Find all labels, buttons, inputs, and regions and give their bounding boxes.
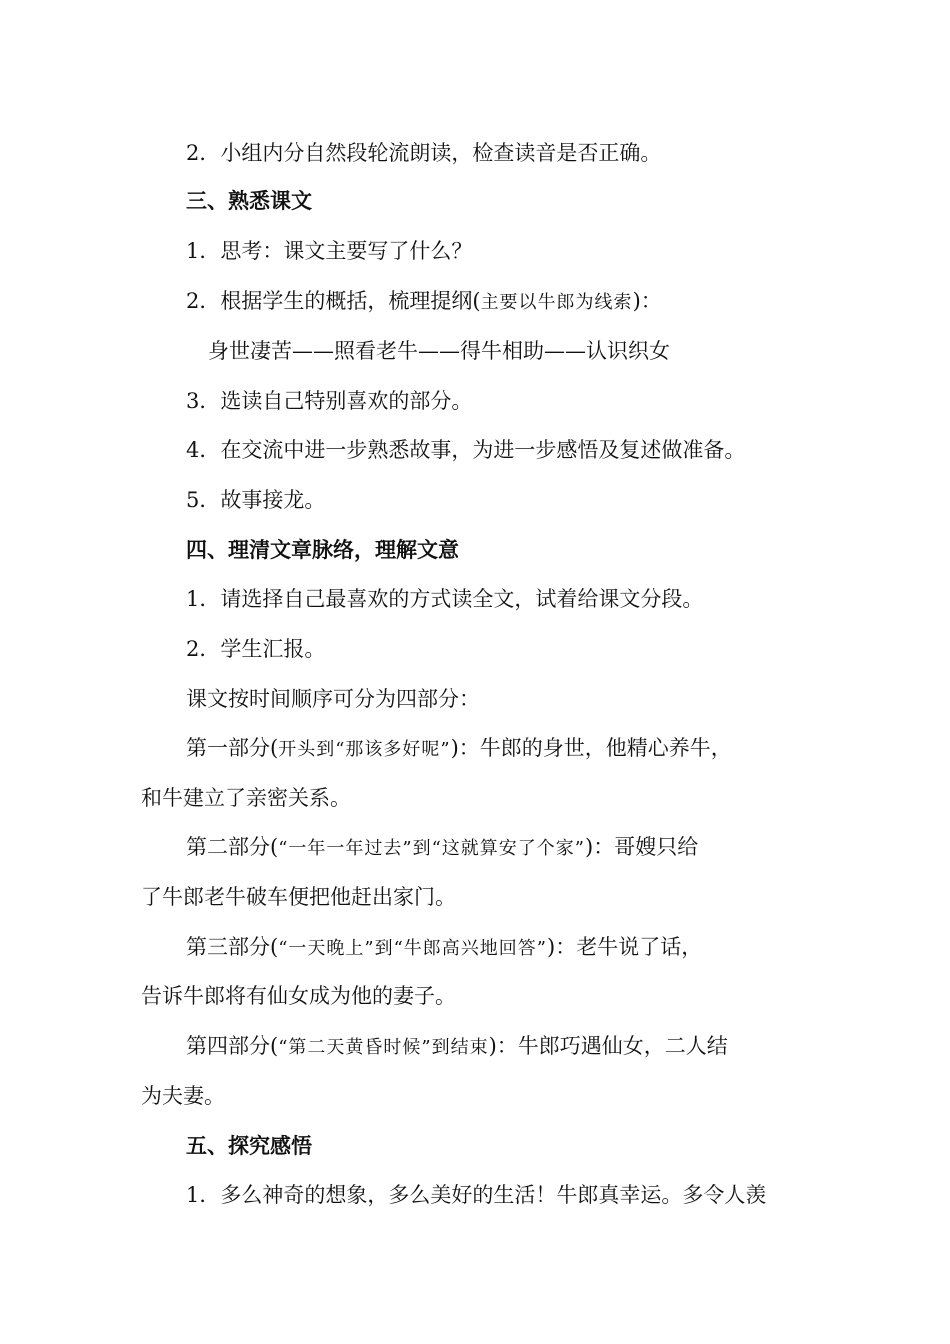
list-item: 2．学生汇报。 <box>186 637 326 661</box>
section-heading: 三、熟悉课文 <box>186 189 312 213</box>
text-run: )：老牛说了话， <box>547 935 703 959</box>
list-item: 3．选读自己特别喜欢的部分。 <box>186 389 473 413</box>
text-run: 2．根据学生的概括，梳理提纲( <box>186 289 481 313</box>
list-item: 1．思考：课文主要写了什么？ <box>186 239 473 263</box>
quote-text: 开头到“那该多好呢” <box>278 739 451 760</box>
text-run: )： <box>632 289 662 313</box>
annotation-text: 主要以牛郎为线索 <box>480 292 633 313</box>
outline-text: 身世凄苦——照看老牛——得牛相助——认识织女 <box>208 339 670 363</box>
paragraph-continuation: 和牛建立了亲密关系。 <box>141 786 351 810</box>
paragraph <box>186 832 698 862</box>
text-run: )：哥嫂只给 <box>585 835 699 859</box>
paragraph-continuation: 告诉牛郎将有仙女成为他的妻子。 <box>141 984 456 1008</box>
quote-text: “第二天黄昏时候”到结束 <box>278 1037 489 1058</box>
paragraph: 课文按时间顺序可分为四部分： <box>186 687 480 711</box>
paragraph <box>186 733 732 763</box>
text-run: 第一部分( <box>186 736 279 760</box>
text-run: 第四部分( <box>186 1034 279 1058</box>
list-item: 2．小组内分自然段轮流朗读，检查读音是否正确。 <box>186 141 662 165</box>
list-item: 1．多么神奇的想象，多么美好的生活！牛郎真幸运。多令人羡 <box>186 1183 767 1207</box>
text-run: )：牛郎的身世，他精心养牛， <box>450 736 732 760</box>
list-item: 5．故事接龙。 <box>186 488 326 512</box>
list-item <box>186 286 662 316</box>
quote-text: “一年一年过去”到“这就算安了个家” <box>278 838 586 859</box>
text-run: )：牛郎巧遇仙女，二人结 <box>488 1034 728 1058</box>
text-run: 第二部分( <box>186 835 279 859</box>
section-heading: 四、理清文章脉络，理解文意 <box>186 538 459 562</box>
paragraph <box>186 932 702 962</box>
text-run: 第三部分( <box>186 935 279 959</box>
quote-text: “一天晚上”到“牛郎高兴地回答” <box>278 938 548 959</box>
paragraph-continuation: 了牛郎老牛破车便把他赶出家门。 <box>141 885 456 909</box>
list-item: 1．请选择自己最喜欢的方式读全文，试着给课文分段。 <box>186 587 704 611</box>
paragraph-continuation: 为夫妻。 <box>141 1084 225 1108</box>
paragraph <box>186 1031 728 1061</box>
list-item: 4．在交流中进一步熟悉故事，为进一步感悟及复述做准备。 <box>186 438 746 462</box>
section-heading: 五、探究感悟 <box>186 1134 312 1158</box>
